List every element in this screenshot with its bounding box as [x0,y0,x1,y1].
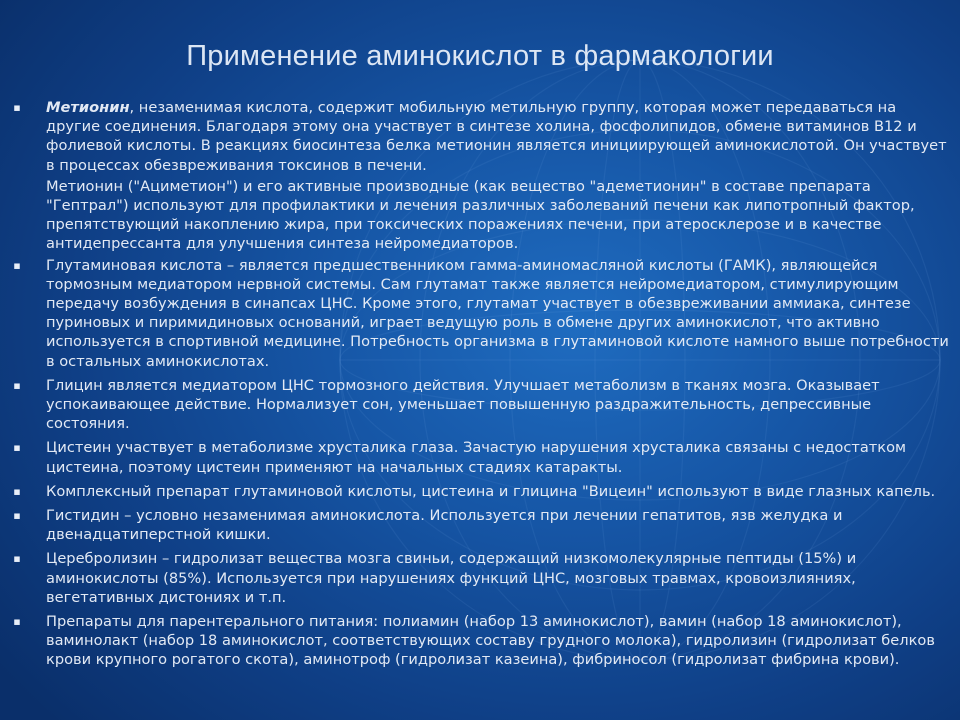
bullet-icon: ▪ [13,441,21,455]
bullet-icon: ▪ [13,258,21,272]
slide-title: Применение аминокислот в фармакологии [186,40,774,72]
list-item-lead: Метионин [46,99,130,116]
bullet-icon: ▪ [13,484,21,498]
list-item-methionine [10,98,950,254]
list-item-text: Церебролизин – гидролизат вещества мозга свиньи, содержащий низкомолекулярные пептиды (15%) и аминокислоты (85%). Используется при нарушениях функций ЦНС, мозговых травмах, кровоизлияниях, вегетативных дистониях и т.п. [46,550,857,606]
list-item-glutamic-acid [10,256,950,371]
list-item-text: Цистеин участвует в метаболизме хрусталика глаза. Зачастую нарушения хрусталика связаны с недостатком цистеина, поэтому цистеин применяют на начальных стадиях катаракты. [46,439,907,476]
bullet-icon: ▪ [13,552,21,566]
list-item-text: Глицин является медиатором ЦНС тормозного действия. Улучшает метаболизм в тканях мозга. Оказывает успокаивающее действие. Нормализует сон, уменьшает повышенную раздражительность, депрессивные состояния. [46,376,880,433]
list-item-histidine [10,506,950,544]
list-item-viceine [10,482,950,501]
list-item-text: Гистидин – условно незаменимая аминокислота. Используется при лечении гепатитов, язв желудка и двенадцатиперстной кишки. [46,507,843,544]
bullet-icon: ▪ [13,615,21,629]
bullet-icon: ▪ [13,509,21,523]
list-item-subparagraph: Метионин ("Ациметион") и его активные производные (как вещество "адеметионин" в составе препарата "Гептрал") используют для профилактики и лечения различных заболеваний печени как липотропный фактор, препятствующий накоплению жира, при токсических поражениях печени, при атеросклерозе и в качестве антидепрессанта для улучшения синтеза нейромедиаторов. [46,177,915,253]
list-item-text: Глутаминовая кислота – является предшественником гамма-аминомасляной кислоты (ГАМК), являющейся тормозным медиатором нервной системы. Сам глутамат также является нейромедиатором, стимулирующим передачу возбуждения в синапсах ЦНС. Кроме этого, глутамат участвует в обезвреживании аммиака, синтезе пуриновых и пиримидиновых оснований, играет ведущую роль в обмене других аминокислот, что активно используется в спортивной медицине. Потребность организма в глутаминовой кислоте намного выше потребности в остальных аминокислотах. [46,256,949,370]
list-item-body: , незаменимая кислота, содержит мобильную метильную группу, которая может передаваться на другие соединения. Благодаря этому она участвует в синтезе холина, фосфолипидов, обмене витаминов В12 и фолиевой кислоты. В реакциях биосинтеза белка метионин является инициирующей аминокислотой. Он участвует в процессах обезвреживания токсинов в печени. [46,99,947,174]
bullet-icon: ▪ [13,101,21,114]
list-item-glycine [10,376,950,434]
bullet-list [10,98,950,672]
list-item-cysteine [10,438,950,476]
list-item-cerebrolysin [10,549,950,607]
list-item-parenteral-nutrition [10,612,950,670]
list-item-text: Комплексный препарат глутаминовой кислоты, цистеина и глицина "Вицеин" используют в виде глазных капель. [46,482,936,500]
bullet-icon: ▪ [13,378,21,392]
list-item-text [46,98,950,175]
list-item-text: Препараты для парентерального питания: полиамин (набор 13 аминокислот), вамин (набор 18 аминокислот), ваминолакт (набор 18 аминокислот, соответствующих составу грудного молока), гидролизин (гидролизат белков крови крупного рогатого скота), аминотроф (гидролизат казеина), фибриносол (гидролизат фибрина крови). [46,613,935,669]
